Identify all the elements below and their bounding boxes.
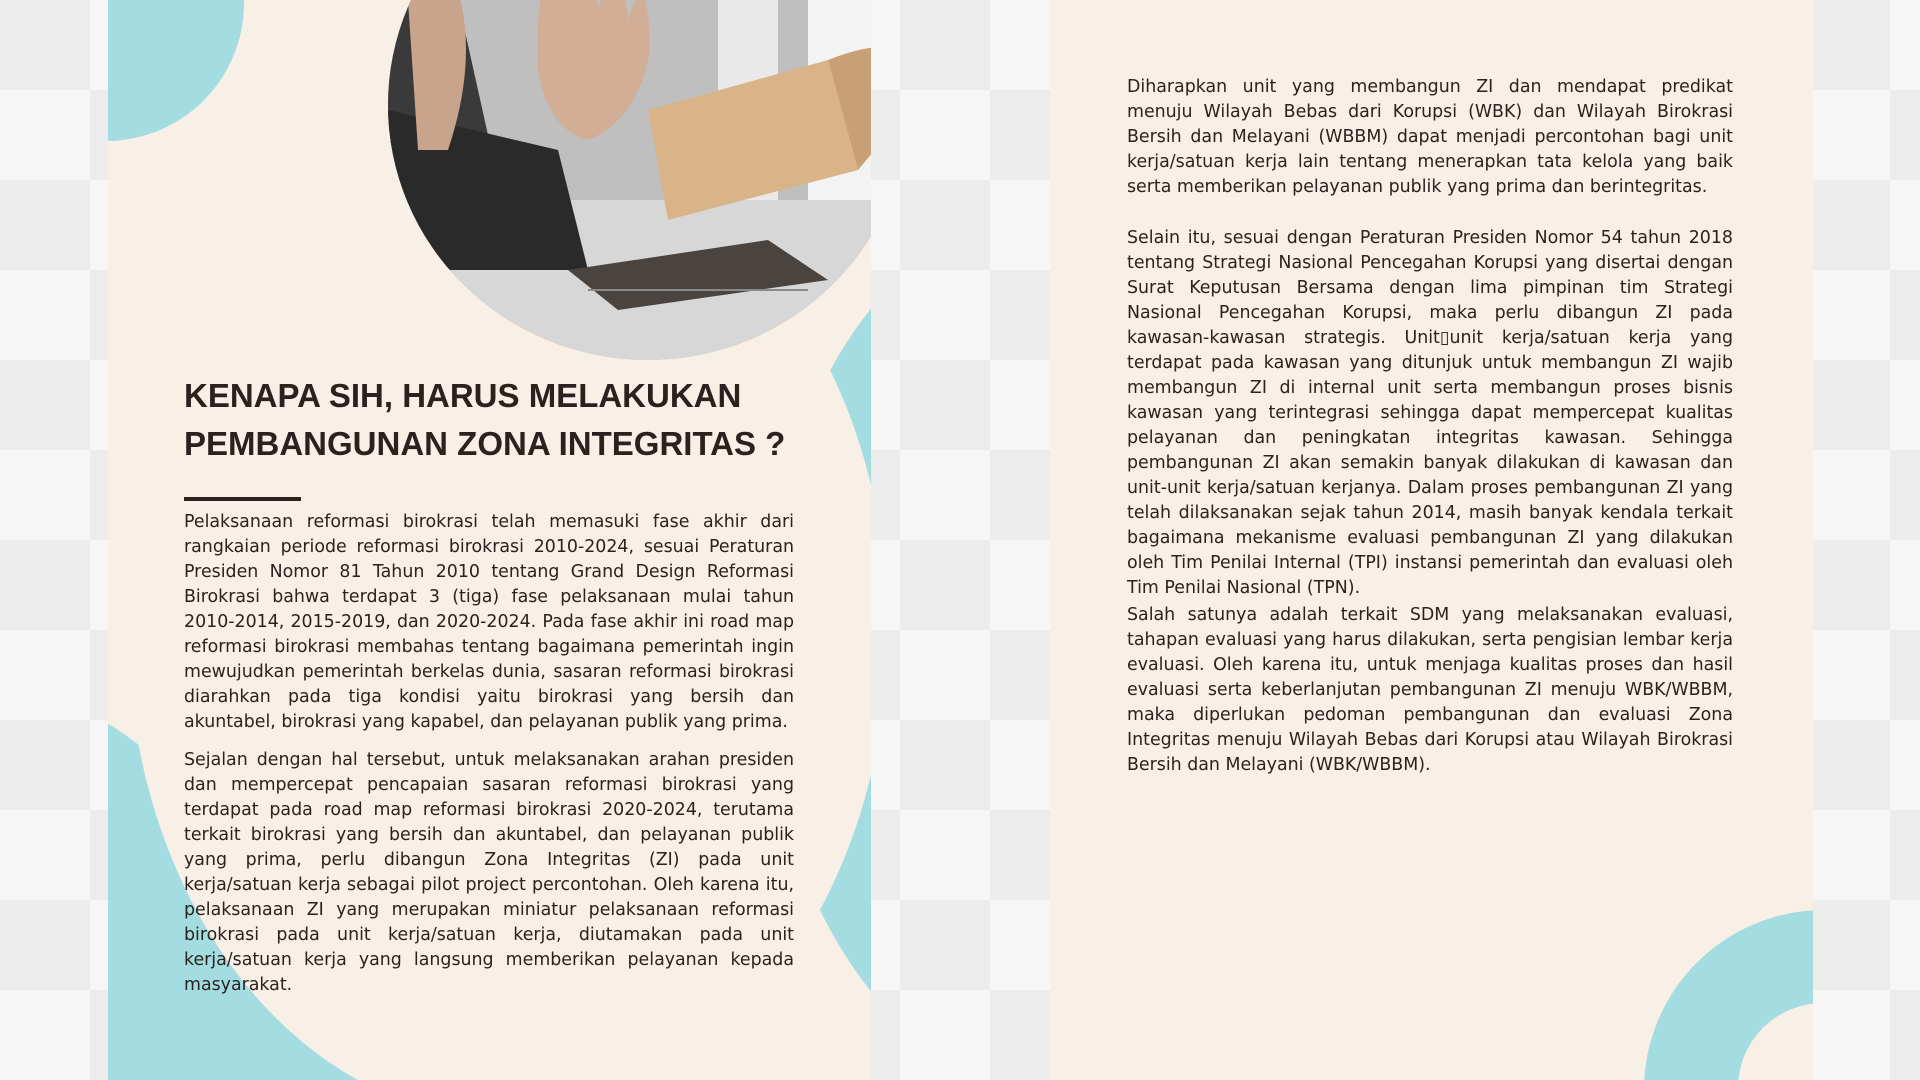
right-page <box>1050 0 1813 1080</box>
left-page <box>108 0 871 1080</box>
page-title <box>184 372 824 468</box>
right-paragraph-2: Selain itu, sesuai dengan Peraturan Presiden Nomor 54 tahun 2018 tentang Strategi Nasional Pencegahan Korupsi yang disertai dengan Surat Keputusan Bersama dengan lima pimpinan tim Strategi Nasional Pencegahan Korupsi, maka perlu dibangun ZI pada kawasan-kawasan strategis. Unit▯unit kerja/satuan kerja yang terdapat pada kawasan yang ditunjuk untuk membangun ZI wajib membangun ZI di internal unit serta membangun proses bisnis kawasan yang terintegrasi sehingga dapat mempercepat kualitas pelayanan dan peningkatan integritas kawasan. Sehingga pembangunan ZI akan semakin banyak dilakukan di kawasan dan unit-unit kerja/satuan kerjanya. Dalam proses pembangunan ZI yang telah dilaksanakan sejak tahun 2014, masih banyak kendala terkait bagaimana mekanisme evaluasi pembangunan ZI yang dilakukan oleh Tim Penilai Internal (TPI) instansi pemerintah dan evaluasi oleh Tim Penilai Nasional (TPN). <box>1127 228 1733 598</box>
right-paragraph-3: Salah satunya adalah terkait SDM yang melaksanakan evaluasi, tahapan evaluasi yang harus dilakukan, serta pengisian lembar kerja evaluasi. Oleh karena itu, untuk menjaga kualitas proses dan hasil evaluasi serta keberlanjutan pembangunan ZI menuju WBK/WBBM, maka diperlukan pedoman pembangunan dan evaluasi Zona Integritas menuju Wilayah Bebas dari Korupsi atau Wilayah Birokrasi Bersih dan Melayani (WBK/WBBM). <box>1127 605 1733 775</box>
right-paragraph-1: Diharapkan unit yang membangun ZI dan mendapat predikat menuju Wilayah Bebas dari Korupsi (WBK) dan Wilayah Birokrasi Bersih dan Melayani (WBBM) dapat menjadi percontohan bagi unit kerja/satuan kerja lain tentang menerapkan tata kelola yang baik serta memberikan pelayanan publik yang prima dan berintegritas. <box>1127 77 1733 197</box>
title-line-1: KENAPA SIH, HARUS MELAKUKAN <box>184 377 742 414</box>
title-line-2: PEMBANGUNAN ZONA INTEGRITAS ? <box>184 425 786 462</box>
left-paragraph-1: Pelaksanaan reformasi birokrasi telah memasuki fase akhir dari rangkaian periode reformasi birokrasi 2010-2024, sesuai Peraturan Presiden Nomor 81 Tahun 2010 tentang Grand Design Reformasi Birokrasi bahwa terdapat 3 (tiga) fase pelaksanaan mulai tahun 2010-2014, 2015-2019, dan 2020-2024. Pada fase akhir ini road map reformasi birokrasi membahas tentang bagaimana pemerintah ingin mewujudkan pemerintah berkelas dunia, sasaran reformasi birokrasi diarahkan pada tiga kondisi yaitu birokrasi yang bersih dan akuntabel, birokrasi yang kapabel, dan pelayanan publik yang prima. <box>184 512 794 732</box>
left-paragraph-2: Sejalan dengan hal tersebut, untuk melaksanakan arahan presiden dan mempercepat pencapaian sasaran reformasi birokrasi yang terdapat pada road map reformasi birokrasi 2020-2024, terutama terkait birokrasi yang bersih dan akuntabel, dan pelayanan publik yang prima, perlu dibangun Zona Integritas (ZI) pada unit kerja/satuan kerja sebagai pilot project percontohan. Oleh karena itu, pelaksanaan ZI yang merupakan miniatur pelaksanaan reformasi birokrasi pada unit kerja/satuan kerja, diutamakan pada unit kerja/satuan kerja yang langsung memberikan pelayanan kepada masyarakat. <box>184 750 794 995</box>
hands-refusing-envelope-photo <box>388 0 871 360</box>
title-underline <box>184 497 301 501</box>
decorative-blob-top-left <box>108 0 244 141</box>
